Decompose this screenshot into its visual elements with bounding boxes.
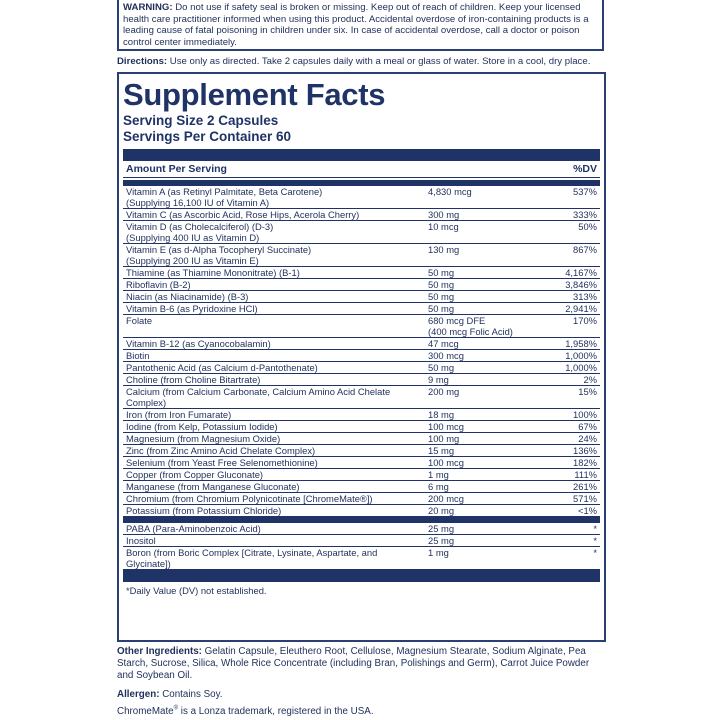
nutrient-dv: 4,167% bbox=[555, 267, 600, 279]
nutrient-dv: 313% bbox=[555, 291, 600, 303]
warning-text: Do not use if safety seal is broken or missing. Keep out of reach of children. Keep your licensed health care practitioner informed when using this product. Accidental overdose of iron-containing products is a leading cause of fatal poisoning in children under six. In case of accidental overdose, call a doctor or poison control center immediately. bbox=[123, 2, 589, 48]
nutrient-name-cell bbox=[123, 493, 424, 505]
nutrient-name-cell bbox=[123, 338, 424, 350]
directions-text: Use only as directed. Take 2 capsules daily with a meal or glass of water. Store in a cool, dry place. bbox=[169, 56, 591, 67]
nutrient-name: Iron (from Iron Fumarate) bbox=[126, 409, 232, 420]
nutrient-name: Copper (from Copper Gluconate) bbox=[126, 469, 264, 480]
table-row bbox=[123, 374, 600, 386]
nutrient-name: Vitamin B-6 (as Pyridoxine HCl) bbox=[126, 303, 258, 314]
nutrient-dv: 50% bbox=[555, 221, 600, 244]
allergen bbox=[117, 689, 604, 701]
nutrient-amount: 10 mcg bbox=[428, 221, 459, 232]
nutrient-name: Folate bbox=[126, 315, 153, 326]
nutrient-name-note: (Supplying 200 IU as Vitamin E) bbox=[126, 255, 259, 266]
table-row bbox=[123, 493, 600, 505]
nutrient-dv: 136% bbox=[555, 445, 600, 457]
other-ingredients bbox=[117, 646, 604, 682]
nutrient-amount-note: (400 mcg Folic Acid) bbox=[428, 326, 513, 337]
table-row bbox=[123, 221, 600, 244]
nutrient-dv: 1,000% bbox=[555, 350, 600, 362]
table-row bbox=[123, 267, 600, 279]
nutrient-dv: * bbox=[555, 535, 600, 547]
nutrient-dv: 170% bbox=[555, 315, 600, 338]
nutrient-name: Calcium (from Calcium Carbonate, Calcium Amino Acid Chelate Complex) bbox=[126, 386, 391, 408]
nutrient-name-cell bbox=[123, 409, 424, 421]
nutrient-amount-cell bbox=[424, 186, 555, 209]
nutrient-amount: 50 mg bbox=[428, 362, 455, 373]
nutrient-name-cell bbox=[123, 374, 424, 386]
nutrient-dv: 182% bbox=[555, 457, 600, 469]
nutrient-dv: 3,846% bbox=[555, 279, 600, 291]
nutrient-amount: 200 mcg bbox=[428, 493, 464, 504]
nutrient-amount: 6 mg bbox=[428, 481, 449, 492]
nutrient-name-note: (Supplying 400 IU as Vitamin D) bbox=[126, 232, 260, 243]
nutrient-amount: 100 mcg bbox=[428, 421, 464, 432]
nutrient-name: Niacin (as Niacinamide) (B-3) bbox=[126, 291, 249, 302]
nutrient-name: Boron (from Boric Complex [Citrate, Lysinate, Aspartate, and Glycinate]) bbox=[123, 547, 424, 570]
table-row bbox=[123, 505, 600, 517]
other-ingredients-text: Gelatin Capsule, Eleuthero Root, Cellulose, Magnesium Stearate, Sodium Alginate, Pea Starch, Sucrose, Silica, Whole Rice Concentrate (including Bran, Polishings and Germ), Carrot Juice Powder and Soybean Oil. bbox=[117, 646, 590, 681]
servings-per-container: Servings Per Container 60 bbox=[123, 129, 292, 144]
nutrient-name-cell bbox=[123, 386, 424, 409]
table-row bbox=[123, 386, 600, 409]
nutrient-table-no-dv bbox=[123, 523, 600, 570]
nutrient-name-cell bbox=[123, 303, 424, 315]
table-row bbox=[123, 523, 600, 535]
table-row bbox=[123, 338, 600, 350]
nutrient-amount: 18 mg bbox=[428, 409, 455, 420]
nutrient-dv: * bbox=[555, 547, 600, 570]
nutrient-amount: 680 mcg DFE bbox=[428, 315, 486, 326]
nutrient-dv: * bbox=[555, 523, 600, 535]
nutrient-name: Vitamin D (as Cholecalciferol) (D-3) bbox=[126, 221, 274, 232]
nutrient-amount-cell bbox=[424, 457, 555, 469]
nutrient-dv: 100% bbox=[555, 409, 600, 421]
nutrient-amount: 25 mg bbox=[424, 535, 555, 547]
nutrient-name-note: (Supplying 16,100 IU of Vitamin A) bbox=[126, 197, 270, 208]
table-row bbox=[123, 186, 600, 209]
nutrient-name: Vitamin B-12 (as Cyanocobalamin) bbox=[126, 338, 271, 349]
footnote: *Daily Value (DV) not established. bbox=[126, 585, 267, 596]
nutrient-amount: 1 mg bbox=[424, 547, 555, 570]
nutrient-amount: 50 mg bbox=[428, 303, 455, 314]
allergen-label: Allergen: bbox=[117, 689, 160, 700]
trademark-note bbox=[117, 706, 604, 718]
nutrient-name-cell bbox=[123, 315, 424, 338]
table-row bbox=[123, 457, 600, 469]
nutrient-dv: 24% bbox=[555, 433, 600, 445]
table-row bbox=[123, 362, 600, 374]
table-row bbox=[123, 547, 600, 570]
nutrient-amount-cell bbox=[424, 433, 555, 445]
nutrient-dv: 111% bbox=[555, 469, 600, 481]
nutrient-dv: <1% bbox=[555, 505, 600, 517]
nutrient-amount: 130 mg bbox=[428, 244, 460, 255]
table-row bbox=[123, 209, 600, 221]
warning-box bbox=[117, 0, 604, 51]
nutrient-amount-cell bbox=[424, 469, 555, 481]
nutrient-dv: 537% bbox=[555, 186, 600, 209]
table-row bbox=[123, 433, 600, 445]
nutrient-name-cell bbox=[123, 221, 424, 244]
nutrient-name: Choline (from Choline Bitartrate) bbox=[126, 374, 261, 385]
table-row bbox=[123, 409, 600, 421]
nutrient-amount: 25 mg bbox=[424, 523, 555, 535]
nutrient-amount-cell bbox=[424, 221, 555, 244]
nutrient-amount-cell bbox=[424, 244, 555, 267]
nutrient-name: Thiamine (as Thiamine Mononitrate) (B-1) bbox=[126, 267, 300, 278]
nutrient-name-cell bbox=[123, 481, 424, 493]
directions-label: Directions: bbox=[117, 56, 168, 67]
nutrient-name: Potassium (from Potassium Chloride) bbox=[126, 505, 282, 516]
nutrient-dv: 67% bbox=[555, 421, 600, 433]
nutrient-dv: 333% bbox=[555, 209, 600, 221]
directions bbox=[117, 56, 604, 68]
nutrient-amount: 100 mg bbox=[428, 433, 460, 444]
nutrient-name-cell bbox=[123, 267, 424, 279]
amount-header: Amount Per Serving bbox=[126, 163, 227, 175]
nutrient-name: Vitamin A (as Retinyl Palmitate, Beta Carotene) bbox=[126, 186, 323, 197]
nutrient-name-cell bbox=[123, 279, 424, 291]
nutrient-amount: 200 mg bbox=[428, 386, 460, 397]
nutrient-dv: 2% bbox=[555, 374, 600, 386]
nutrient-amount: 100 mcg bbox=[428, 457, 464, 468]
nutrient-name: Vitamin E (as d-Alpha Tocopheryl Succinate) bbox=[126, 244, 312, 255]
nutrient-name-cell bbox=[123, 350, 424, 362]
nutrient-name: Selenium (from Yeast Free Selenomethionine) bbox=[126, 457, 318, 468]
nutrient-dv: 1,958% bbox=[555, 338, 600, 350]
nutrient-amount: 50 mg bbox=[428, 291, 455, 302]
nutrient-amount: 50 mg bbox=[428, 267, 455, 278]
divider-bar bbox=[123, 149, 600, 161]
nutrient-dv: 261% bbox=[555, 481, 600, 493]
nutrient-amount: 300 mcg bbox=[428, 350, 464, 361]
nutrient-name: Riboflavin (B-2) bbox=[126, 279, 191, 290]
nutrient-amount: 20 mg bbox=[428, 505, 455, 516]
nutrient-name-cell bbox=[123, 469, 424, 481]
nutrient-amount: 1 mg bbox=[428, 469, 449, 480]
nutrient-name: Zinc (from Zinc Amino Acid Chelate Complex) bbox=[126, 445, 316, 456]
nutrient-name-cell bbox=[123, 209, 424, 221]
nutrient-name: PABA (Para-Aminobenzoic Acid) bbox=[123, 523, 424, 535]
nutrient-dv: 2,941% bbox=[555, 303, 600, 315]
nutrient-amount-cell bbox=[424, 374, 555, 386]
nutrient-name: Inositol bbox=[123, 535, 424, 547]
nutrient-name-cell bbox=[123, 421, 424, 433]
supplement-facts-panel bbox=[117, 72, 606, 642]
nutrient-amount-cell bbox=[424, 481, 555, 493]
nutrient-name-cell bbox=[123, 244, 424, 267]
nutrient-dv: 1,000% bbox=[555, 362, 600, 374]
table-row bbox=[123, 291, 600, 303]
nutrient-dv: 867% bbox=[555, 244, 600, 267]
nutrient-dv: 15% bbox=[555, 386, 600, 409]
warning-label: WARNING: bbox=[123, 2, 173, 13]
table-row bbox=[123, 481, 600, 493]
nutrient-name-cell bbox=[123, 433, 424, 445]
trademark-brand: ChromeMate bbox=[117, 706, 174, 717]
nutrient-amount-cell bbox=[424, 279, 555, 291]
nutrient-table bbox=[123, 186, 600, 517]
serving-size: Serving Size 2 Capsules bbox=[123, 113, 279, 128]
divider-bar bbox=[123, 570, 600, 582]
table-row bbox=[123, 244, 600, 267]
facts-title: Supplement Facts bbox=[123, 77, 386, 112]
nutrient-amount: 50 mg bbox=[428, 279, 455, 290]
nutrient-name: Biotin bbox=[126, 350, 150, 361]
nutrient-amount-cell bbox=[424, 209, 555, 221]
nutrient-name: Vitamin C (as Ascorbic Acid, Rose Hips, Acerola Cherry) bbox=[126, 209, 360, 220]
nutrient-amount: 47 mcg bbox=[428, 338, 459, 349]
table-row bbox=[123, 315, 600, 338]
amount-header-row bbox=[123, 161, 600, 178]
nutrient-amount-cell bbox=[424, 291, 555, 303]
nutrient-amount-cell bbox=[424, 362, 555, 374]
nutrient-amount-cell bbox=[424, 445, 555, 457]
nutrient-amount-cell bbox=[424, 303, 555, 315]
nutrient-name-cell bbox=[123, 362, 424, 374]
nutrient-name-cell bbox=[123, 445, 424, 457]
nutrient-name: Magnesium (from Magnesium Oxide) bbox=[126, 433, 281, 444]
nutrient-name-cell bbox=[123, 505, 424, 517]
nutrient-name-cell bbox=[123, 457, 424, 469]
table-row bbox=[123, 421, 600, 433]
nutrient-amount: 300 mg bbox=[428, 209, 460, 220]
nutrient-name-cell bbox=[123, 186, 424, 209]
table-row bbox=[123, 469, 600, 481]
trademark-text: is a Lonza trademark, registered in the USA. bbox=[178, 706, 374, 717]
nutrient-amount-cell bbox=[424, 493, 555, 505]
nutrient-amount-cell bbox=[424, 338, 555, 350]
table-row bbox=[123, 279, 600, 291]
table-row bbox=[123, 445, 600, 457]
dv-header: %DV bbox=[573, 163, 597, 175]
nutrient-amount-cell bbox=[424, 315, 555, 338]
nutrient-amount-cell bbox=[424, 505, 555, 517]
nutrient-name: Iodine (from Kelp, Potassium Iodide) bbox=[126, 421, 278, 432]
allergen-text: Contains Soy. bbox=[162, 689, 223, 700]
nutrient-amount: 15 mg bbox=[428, 445, 455, 456]
nutrient-name: Pantothenic Acid (as Calcium d-Pantothenate) bbox=[126, 362, 318, 373]
nutrient-dv: 571% bbox=[555, 493, 600, 505]
nutrient-amount-cell bbox=[424, 386, 555, 409]
nutrient-amount-cell bbox=[424, 267, 555, 279]
nutrient-name-cell bbox=[123, 291, 424, 303]
nutrient-amount-cell bbox=[424, 409, 555, 421]
nutrient-amount-cell bbox=[424, 421, 555, 433]
nutrient-amount-cell bbox=[424, 350, 555, 362]
nutrient-amount: 9 mg bbox=[428, 374, 449, 385]
nutrient-name: Chromium (from Chromium Polynicotinate [ChromeMate®]) bbox=[126, 493, 373, 504]
registered-mark: ® bbox=[173, 705, 179, 712]
other-ingredients-label: Other Ingredients: bbox=[117, 646, 202, 657]
table-row bbox=[123, 535, 600, 547]
nutrient-amount: 4,830 mcg bbox=[428, 186, 472, 197]
nutrient-name: Manganese (from Manganese Gluconate) bbox=[126, 481, 300, 492]
table-row bbox=[123, 303, 600, 315]
table-row bbox=[123, 350, 600, 362]
